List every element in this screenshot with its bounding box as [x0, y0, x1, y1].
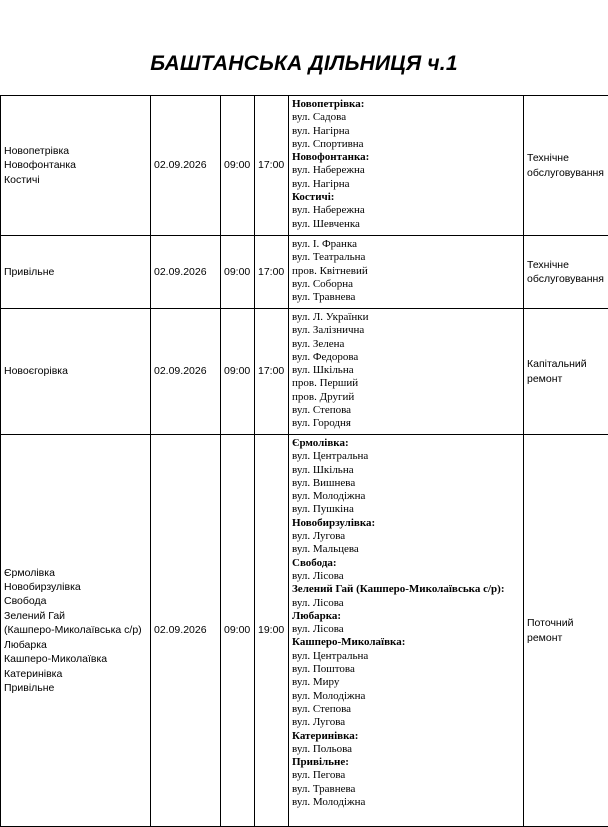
street-name: вул. Городня [292, 417, 521, 430]
street-name: пров. Квітневий [292, 265, 521, 278]
street-name: вул. Нагірна [292, 178, 521, 191]
start-time-cell [221, 435, 255, 827]
settlement-name: Новоєгорівка [4, 364, 147, 378]
street-name: вул. Молодіжна [292, 690, 521, 703]
end-time: 17:00 [258, 158, 285, 172]
street-name: вул. Залізнична [292, 324, 521, 337]
settlement-name: Новофонтанка [4, 158, 147, 172]
page-title: БАШТАНСЬКА ДІЛЬНИЦЯ ч.1 [0, 52, 608, 76]
settlement-name: Новопетрівка [4, 144, 147, 158]
settlement-heading: Катеринівка: [292, 730, 521, 743]
work-type-text: обслуговування [527, 272, 608, 286]
settlement-heading: Любарка: [292, 610, 521, 623]
street-name: вул. Травнева [292, 291, 521, 304]
date-cell [151, 96, 221, 236]
street-name: вул. Набережна [292, 164, 521, 177]
outage-date: 02.09.2026 [154, 364, 217, 378]
settlement-name: (Кашперо-Миколаївська с/р) [4, 623, 147, 637]
start-time-cell [221, 96, 255, 236]
settlement-heading: Новофонтанка: [292, 151, 521, 164]
start-time: 09:00 [224, 158, 251, 172]
street-name: вул. Спортивна [292, 138, 521, 151]
streets-cell [289, 236, 524, 309]
street-name: вул. Пушкіна [292, 503, 521, 516]
work-type-cell [524, 435, 608, 827]
street-name: вул. Степова [292, 703, 521, 716]
work-type-text: Капітальний [527, 357, 608, 371]
street-name: вул. Лісова [292, 570, 521, 583]
streets-cell [289, 309, 524, 435]
work-type-cell [524, 309, 608, 435]
street-name: вул. Садова [292, 111, 521, 124]
street-name: вул. І. Франка [292, 238, 521, 251]
start-time-cell [221, 236, 255, 309]
settlement-heading: Кашперо-Миколаївка: [292, 636, 521, 649]
settlement-heading: Новобирзулівка: [292, 517, 521, 530]
street-name: вул. Нагірна [292, 125, 521, 138]
outage-date: 02.09.2026 [154, 265, 217, 279]
end-time-cell [255, 236, 289, 309]
street-name: вул. Набережна [292, 204, 521, 217]
table-row [1, 236, 608, 309]
end-time-cell [255, 96, 289, 236]
settlement-heading: Привільне: [292, 756, 521, 769]
street-name: вул. Молодіжна [292, 796, 521, 809]
end-time-cell [255, 435, 289, 827]
settlement-heading: Зелений Гай (Кашперо-Миколаївська с/р): [292, 583, 521, 596]
end-time: 17:00 [258, 265, 285, 279]
settlement-name: Костичі [4, 173, 147, 187]
street-name: вул. Пегова [292, 769, 521, 782]
street-name: вул. Миру [292, 676, 521, 689]
end-time-cell [255, 309, 289, 435]
settlement-heading: Новопетрівка: [292, 98, 521, 111]
table-row [1, 435, 608, 827]
work-type-text: Поточний [527, 616, 608, 630]
street-name: вул. Шкільна [292, 364, 521, 377]
street-name: вул. Молодіжна [292, 490, 521, 503]
settlement-name: Привільне [4, 265, 147, 279]
work-type-text: ремонт [527, 372, 608, 386]
date-cell [151, 435, 221, 827]
street-name: вул. Травнева [292, 783, 521, 796]
settlement-name: Кашперо-Миколаївка [4, 652, 147, 666]
street-name: вул. Лісова [292, 597, 521, 610]
settlement-name: Єрмолівка [4, 566, 147, 580]
street-name: вул. Центральна [292, 650, 521, 663]
settlements-cell [1, 236, 151, 309]
date-cell [151, 309, 221, 435]
end-time: 17:00 [258, 364, 285, 378]
street-name: вул. Польова [292, 743, 521, 756]
street-name: вул. Л. Українки [292, 311, 521, 324]
street-name: вул. Театральна [292, 251, 521, 264]
street-name: вул. Центральна [292, 450, 521, 463]
work-type-cell [524, 96, 608, 236]
street-name: вул. Шевченка [292, 218, 521, 231]
street-name: вул. Лісова [292, 623, 521, 636]
work-type-text: Технічне [527, 258, 608, 272]
settlement-name: Новобирзулівка [4, 580, 147, 594]
streets-cell [289, 96, 524, 236]
outage-date: 02.09.2026 [154, 158, 217, 172]
settlement-heading: Свобода: [292, 557, 521, 570]
settlement-name: Свобода [4, 594, 147, 608]
work-type-text: ремонт [527, 631, 608, 645]
street-name: вул. Шкільна [292, 464, 521, 477]
street-name: вул. Вишнева [292, 477, 521, 490]
street-name: вул. Соборна [292, 278, 521, 291]
start-time: 09:00 [224, 265, 251, 279]
street-name: вул. Федорова [292, 351, 521, 364]
settlement-name: Катеринівка [4, 667, 147, 681]
table-row [1, 96, 608, 236]
settlements-cell [1, 309, 151, 435]
start-time: 09:00 [224, 623, 251, 637]
work-type-cell [524, 236, 608, 309]
end-time: 19:00 [258, 623, 285, 637]
street-name: вул. Зелена [292, 338, 521, 351]
outage-date: 02.09.2026 [154, 623, 217, 637]
start-time: 09:00 [224, 364, 251, 378]
work-type-text: Технічне [527, 151, 608, 165]
street-name: вул. Лугова [292, 530, 521, 543]
street-name: пров. Перший [292, 377, 521, 390]
streets-cell [289, 435, 524, 827]
date-cell [151, 236, 221, 309]
street-name: вул. Степова [292, 404, 521, 417]
settlements-cell [1, 96, 151, 236]
work-type-text: обслуговування [527, 166, 608, 180]
street-name: вул. Лугова [292, 716, 521, 729]
settlement-name: Любарка [4, 638, 147, 652]
settlement-heading: Єрмолівка: [292, 437, 521, 450]
start-time-cell [221, 309, 255, 435]
street-name: вул. Мальцева [292, 543, 521, 556]
table-row [1, 309, 608, 435]
outage-schedule-table [0, 95, 608, 827]
street-name: вул. Поштова [292, 663, 521, 676]
settlements-cell [1, 435, 151, 827]
settlement-name: Зелений Гай [4, 609, 147, 623]
street-name: пров. Другий [292, 391, 521, 404]
settlement-heading: Костичі: [292, 191, 521, 204]
settlement-name: Привільне [4, 681, 147, 695]
